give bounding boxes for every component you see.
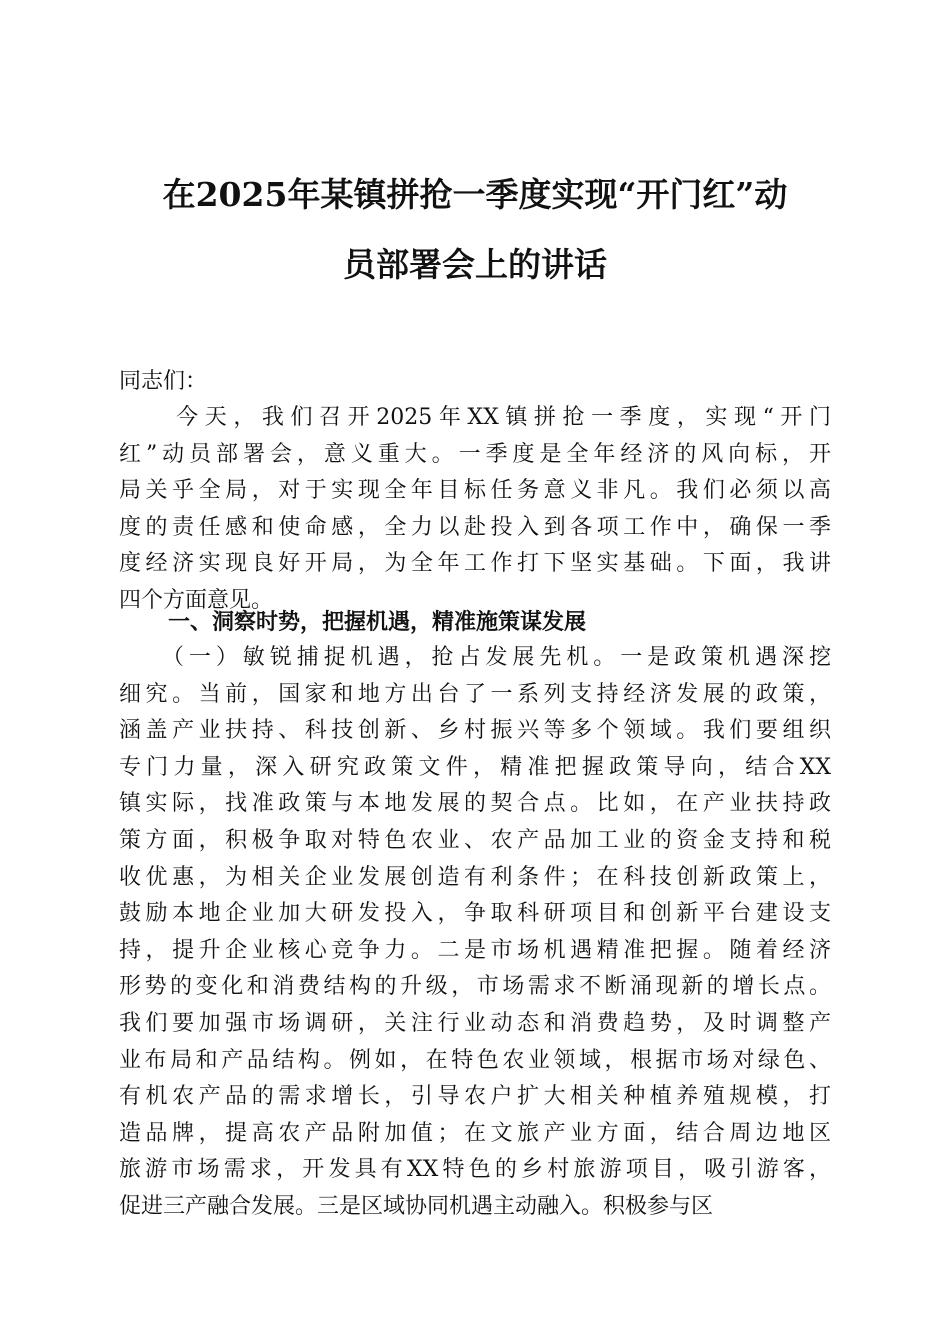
paragraph-line: 今天，我们召开2025年XX镇拼抢一季度，实现“开门: [119, 405, 831, 430]
paragraph-line: 收优惠，为相关企业发展创造有利条件；在科技创新政策上，: [119, 864, 831, 890]
title-line-2: 员部署会上的讲话: [343, 245, 607, 284]
paragraph-line: （一）敏锐捕捉机遇，抢占发展先机。一是政策机遇深挖: [119, 645, 831, 670]
paragraph-line: 四个方面意见。: [119, 587, 274, 613]
title-line-1: 在2025年某镇拼抢一季度实现“开门红”动: [162, 175, 788, 214]
paragraph-line: 业布局和产品结构。例如，在特色农业领域，根据市场对绿色、: [119, 1047, 831, 1073]
salutation: 同志们：: [119, 369, 208, 394]
paragraph-line: 镇实际，找准政策与本地发展的契合点。比如，在产业扶持政: [119, 791, 831, 817]
paragraph-line: 有机农产品的需求增长，引导农户扩大相关种植养殖规模，打: [119, 1084, 831, 1110]
paragraph-line: 促进三产融合发展。三是区域协同机遇主动融入。积极参与区: [119, 1193, 714, 1219]
paragraph-line: 局关乎全局，对于实现全年目标任务意义非凡。我们必须以高: [119, 478, 831, 504]
paragraph-line: 策方面，积极争取对特色农业、农产品加工业的资金支持和税: [119, 827, 831, 853]
paragraph-line: 涵盖产业扶持、科技创新、乡村振兴等多个领域。我们要组织: [119, 718, 831, 744]
paragraph-line: 持，提升企业核心竞争力。二是市场机遇精准把握。随着经济: [119, 937, 831, 963]
paragraph-intro: [119, 400, 831, 620]
paragraph-line: 专门力量，深入研究政策文件，精准把握政策导向，结合XX: [119, 754, 831, 780]
paragraph-line: 度经济实现良好开局，为全年工作打下坚实基础。下面，我讲: [119, 551, 831, 577]
paragraph-line: 度的责任感和使命感，全力以赴投入到各项工作中，确保一季: [119, 514, 831, 540]
paragraph-line: 鼓励本地企业加大研发投入，争取科研项目和创新平台建设支: [119, 901, 831, 927]
section-heading-1: 一、洞察时势，把握机遇，精准施策谋发展: [168, 610, 587, 635]
paragraph-line: 旅游市场需求，开发具有XX特色的乡村旅游项目，吸引游客，: [119, 1157, 831, 1183]
paragraph-section-1: [119, 640, 831, 1226]
paragraph-line: 造品牌，提高农产品附加值；在文旅产业方面，结合周边地区: [119, 1120, 831, 1146]
paragraph-line: 细究。当前，国家和地方出台了一系列支持经济发展的政策，: [119, 681, 831, 707]
paragraph-line: 形势的变化和消费结构的升级，市场需求不断涌现新的增长点。: [119, 974, 831, 1000]
paragraph-line: 红”动员部署会，意义重大。一季度是全年经济的风向标，开: [119, 441, 831, 467]
paragraph-line: 我们要加强市场调研，关注行业动态和消费趋势，及时调整产: [119, 1010, 831, 1036]
